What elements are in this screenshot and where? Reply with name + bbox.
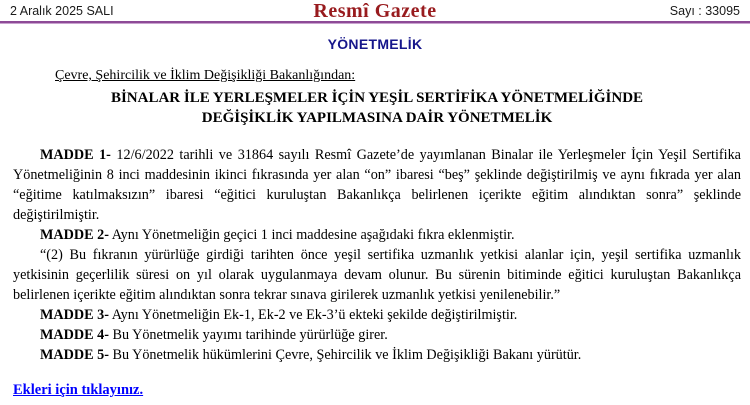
section-heading: YÖNETMELİK [327,36,423,52]
article-paragraph [13,145,741,225]
issue-number: Sayı : 33095 [669,4,740,18]
attachments-link[interactable]: Ekleri için tıklayınız. [13,382,144,398]
issue-date: 2 Aralık 2025 SALI [10,4,114,18]
article-label: MADDE 3- [40,307,109,323]
article-text: Bu Yönetmelik hükümlerini Çevre, Şehircilik ve İklim Değişikliği Bakanı yürütür. [108,347,582,363]
article-text: Aynı Yönetmeliğin geçici 1 inci maddesine aşağıdaki fıkra eklenmiştir. [108,227,515,243]
article-paragraphs [13,145,741,365]
regulation-title-line-2: DEĞİŞİKLİK YAPILMASINA DAİR YÖNETMELİK [201,110,553,126]
attachments-row [13,381,741,399]
ministry-line: Çevre, Şehircilik ve İklim Değişikliği Bakanlığından: [55,68,356,83]
article-text: Bu Yönetmelik yayımı tarihinde yürürlüğe girer. [108,327,388,343]
article-label: MADDE 5- [40,347,109,363]
article-label: MADDE 2- [40,227,109,243]
article-label: MADDE 4- [40,327,109,343]
article-paragraph [13,225,741,245]
article-body [13,67,741,365]
masthead [0,0,750,21]
article-paragraph [13,305,741,325]
article-paragraph [13,245,741,305]
article-text: 12/6/2022 tarihli ve 31864 sayılı Resmî Gazete’de yayımlanan Binalar ile Yerleşmeler İçin Yeşil Sertifika Yönetmeliğinin 8 inci maddesinin ikinci fıkrasında yer alan “on” ibaresi “beş” şeklinde değiştirilmiş ve aynı fıkrada yer alan “eğitime katılmaksızın” ibaresi “eğitici kuruluştan Bakanlıkça belirlenen içerikte eğitim alındıktan sonra” şeklinde değiştirilmiştir. [13,147,741,223]
article-label: MADDE 1- [40,147,111,163]
article-text: “(2) Bu fıkranın yürürlüğe girdiği tarihten önce yeşil sertifika uzmanlık yetkisi alanlar için, yeşil sertifika uzmanlık yetkisinin geçerlilik süresi on yıl olarak uygulanmaya devam olunur. Bu sürenin bitiminde eğitici kuruluştan Bakanlıkça belirlenen içerikte eğitim alındıktan sonra tekrar sınava girilerek uzmanlık yetkisi yenilenebilir.” [13,247,741,303]
regulation-title-line-1: BİNALAR İLE YERLEŞMELER İÇİN YEŞİL SERTİFİKA YÖNETMELİĞİNDE [110,90,644,106]
article-text: Aynı Yönetmeliğin Ek-1, Ek-2 ve Ek-3’ü ekteki şekilde değiştirilmiştir. [108,307,518,323]
article-paragraph [13,345,741,365]
gazette-title: Resmî Gazete [313,0,437,22]
article-paragraph [13,325,741,345]
